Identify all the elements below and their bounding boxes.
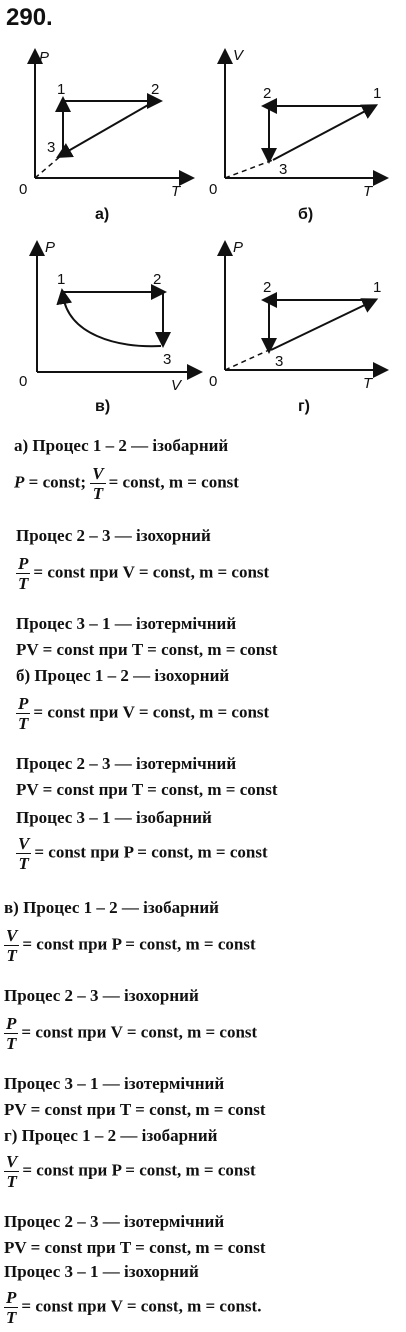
caption-a: а) (95, 206, 110, 223)
y-axis-label: P (39, 49, 50, 66)
origin-label: 0 (19, 181, 28, 198)
d-process-3-1-eq: $\frac{P}{T}$ = const при V = const, m = const. (6, 1288, 262, 1327)
c-process-2-3: Процес 2 – 3 — ізохорний (4, 986, 199, 1005)
point-1-label: 1 (57, 81, 66, 98)
point-3-label: 3 (163, 351, 172, 368)
d-process-1-2: г) Процес 1 – 2 — ізобарний (4, 1126, 218, 1145)
a-process-3-1: Процес 3 – 1 — ізотермічний (16, 614, 237, 633)
b-process-2-3-eq: PV = const при T = const, m = const (16, 780, 278, 799)
graph-b (209, 47, 393, 200)
fraction: $\frac{P}{T}$ (6, 1288, 17, 1327)
fraction: $\frac{P}{T}$ (6, 1014, 17, 1053)
process-3-1 (273, 108, 371, 160)
fraction: $\frac{V}{T}$ (92, 464, 104, 503)
c-process-3-1: Процес 3 – 1 — ізотермічний (4, 1074, 225, 1093)
x-axis-label: T (363, 375, 373, 392)
fraction: $\frac{V}{T}$ (6, 926, 18, 965)
x-axis-label: V (171, 377, 182, 394)
caption-b: б) (298, 206, 314, 223)
b-process-2-3: Процес 2 – 3 — ізотермічний (16, 754, 237, 773)
origin-label: 0 (209, 373, 218, 390)
point-3-label: 3 (47, 139, 56, 156)
dashed-extension (35, 154, 63, 178)
x-axis-label: T (171, 183, 181, 200)
fraction: $\frac{V}{T}$ (18, 834, 30, 873)
a-process-2-3: Процес 2 – 3 — ізохорний (16, 526, 211, 545)
b-process-3-1: Процес 3 – 1 — ізобарний (16, 808, 212, 827)
d-process-2-3-eq: PV = const при T = const, m = const (4, 1238, 266, 1257)
y-axis-label: P (45, 239, 56, 256)
point-2-label: 2 (263, 279, 272, 296)
graph-d (209, 239, 393, 392)
origin-label: 0 (209, 181, 218, 198)
point-2-label: 2 (151, 81, 160, 98)
process-3-1 (271, 302, 371, 350)
process-2-3 (63, 101, 155, 154)
a-process-3-1-eq: PV = const при T = const, m = const (16, 640, 278, 659)
fraction: $\frac{P}{T}$ (18, 694, 29, 733)
graph-c (19, 239, 205, 394)
a-process-1-2: а) Процес 1 – 2 — ізобарний (14, 436, 229, 455)
a-process-2-3-eq: $\frac{P}{T}$ = const при V = const, m = const (18, 554, 270, 593)
eq-text: = const; (24, 472, 91, 492)
b-process-1-2-eq: $\frac{P}{T}$ = const при V = const, m = const (18, 694, 270, 733)
a-process-1-2-eq (14, 464, 239, 503)
b-process-3-1-eq: $\frac{V}{T}$ = const при P = const, m = const (18, 834, 268, 873)
c-process-2-3-eq: $\frac{P}{T}$ = const при V = const, m = const (6, 1014, 258, 1053)
dashed-extension (225, 350, 269, 370)
fraction: $\frac{V}{T}$ (6, 1152, 18, 1191)
point-3-label: 3 (279, 161, 288, 178)
caption-d: г) (298, 398, 310, 415)
y-axis-label: V (233, 47, 244, 64)
problem-number: 290. (6, 4, 53, 31)
c-process-3-1-eq: PV = const при T = const, m = const (4, 1100, 266, 1119)
b-process-1-2: б) Процес 1 – 2 — ізохорний (16, 666, 230, 685)
c-process-1-2: в) Процес 1 – 2 — ізобарний (4, 898, 219, 917)
caption-c: в) (95, 398, 111, 415)
d-process-2-3: Процес 2 – 3 — ізотермічний (4, 1212, 225, 1231)
point-2-label: 2 (153, 271, 162, 288)
process-3-1 (63, 296, 161, 346)
point-3-label: 3 (275, 353, 284, 370)
origin-label: 0 (19, 373, 28, 390)
y-axis-label: P (233, 239, 244, 256)
c-process-1-2-eq: $\frac{V}{T}$ = const при P = const, m = const (6, 926, 256, 965)
eq-var-p: P (14, 472, 25, 492)
point-1-label: 1 (373, 85, 382, 102)
graph-a (19, 48, 195, 200)
fraction: $\frac{P}{T}$ (18, 554, 29, 593)
point-2-label: 2 (263, 85, 272, 102)
eq-text: = const, m = const (108, 472, 239, 492)
x-axis-label: T (363, 183, 373, 200)
d-process-1-2-eq: $\frac{V}{T}$ = const при P = const, m = const (6, 1152, 256, 1191)
d-process-3-1: Процес 3 – 1 — ізохорний (4, 1262, 199, 1281)
point-1-label: 1 (373, 279, 382, 296)
dashed-extension (225, 160, 273, 178)
point-1-label: 1 (57, 271, 66, 288)
